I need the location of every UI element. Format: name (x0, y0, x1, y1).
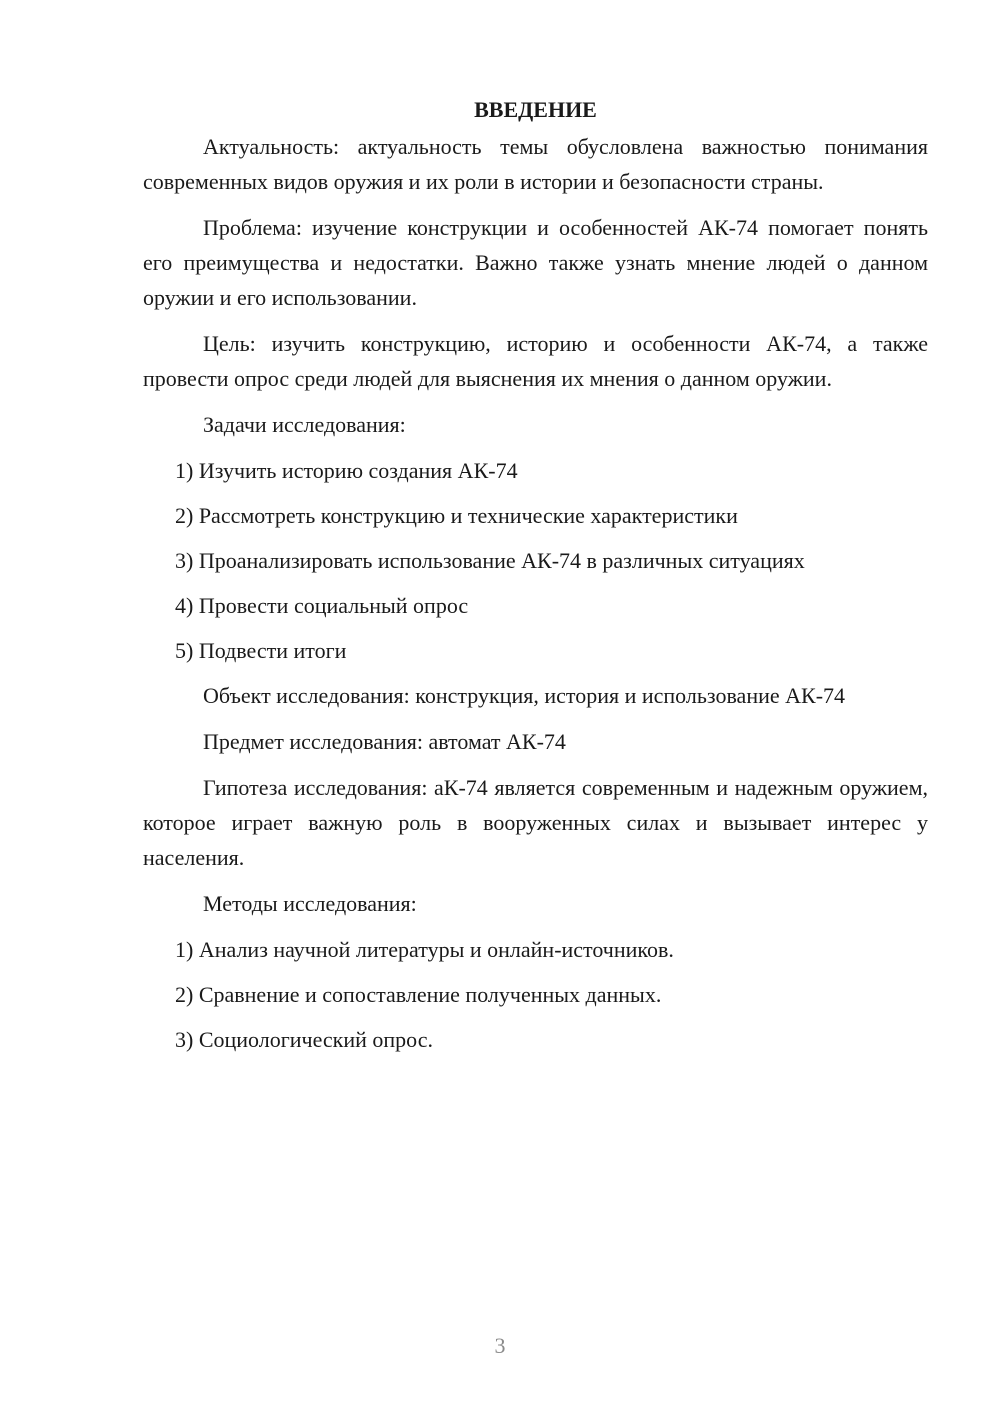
method-item: 1) Анализ научной литературы и онлайн-источников. (175, 937, 674, 962)
method-item: 3) Социологический опрос. (175, 1027, 433, 1052)
task-item: 3) Проанализировать использование АК-74 в различных ситуациях (175, 548, 805, 573)
page-number: 3 (494, 1333, 506, 1358)
relevance-paragraph: Актуальность: актуальность темы обусловлена важностью понимания современных видов оружия и их роли в истории и безопасности страны. (143, 134, 928, 194)
object-paragraph: Объект исследования: конструкция, история и использование АК-74 (203, 683, 846, 708)
task-item: 4) Провести социальный опрос (175, 593, 469, 618)
goal-paragraph: Цель: изучить конструкцию, историю и особенности АК-74, а также провести опрос среди людей для выяснения их мнения о данном оружии. (143, 331, 928, 391)
task-item: 2) Рассмотреть конструкцию и технические характеристики (175, 503, 738, 528)
document-page (143, 95, 928, 1067)
tasks-heading: Задачи исследования: (203, 412, 406, 437)
method-item: 2) Сравнение и сопоставление полученных данных. (175, 982, 662, 1007)
page-title: ВВЕДЕНИЕ (474, 97, 597, 122)
subject-paragraph: Предмет исследования: автомат АК-74 (203, 729, 566, 754)
methods-heading: Методы исследования: (203, 891, 417, 916)
problem-paragraph: Проблема: изучение конструкции и особенностей АК-74 помогает понять его преимущества и недостатки. Важно также узнать мнение людей о данном оружии и его использовании. (143, 215, 928, 310)
hypothesis-paragraph: Гипотеза исследования: аК-74 является современным и надежным оружием, которое играет важную роль в вооруженных силах и вызывает интерес у населения. (143, 775, 928, 870)
task-item: 1) Изучить историю создания АК-74 (175, 458, 518, 483)
task-item: 5) Подвести итоги (175, 638, 347, 663)
